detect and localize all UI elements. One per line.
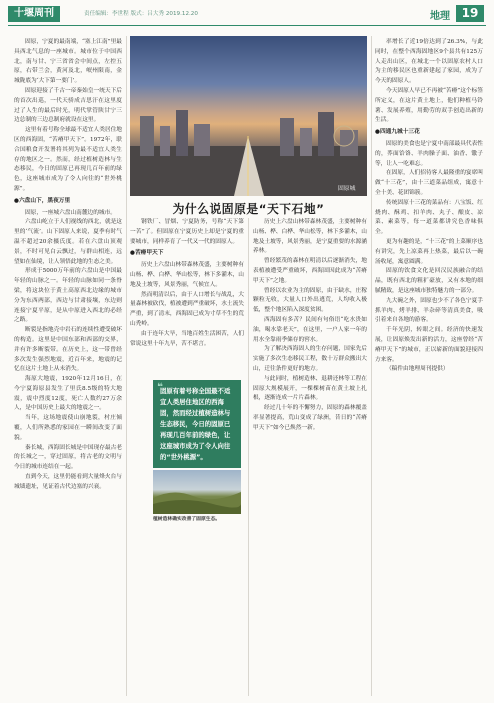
paragraph: 千年光阴，转眼之间。经济的快速发展，让固原焕发出新的活力，这座曾经“苦瘠甲天下”的城市，正以崭新的面貌迎接四方来客。	[375, 327, 483, 363]
paragraph: 固原，一座城六盘山南麓边的城市。	[25, 209, 116, 216]
pull-quote-box	[153, 380, 241, 468]
paragraph: 曾经以农业为主的固原，由于缺水，庄稼颗粒无收，大量人口外出逃荒，人均收入极低，整个地区陷入深度贫困。	[253, 287, 367, 314]
photo-credit: 固原城	[338, 186, 356, 192]
article-headline: 为什么说固原是“天下石地”	[172, 202, 325, 216]
paragraph: 固原的饮食文化是回汉民族融合的结晶，既有西北的粗犷豪放，又有本地的细腻精致，是这座城市独特魅力的一部分。	[375, 268, 483, 294]
paragraph: 率增长了近19倍达到了26.3%，与此同时，在整个西海固地区9个县共有125万人走出山区，在城北一个以固原农村人口为主的移民区也重新建起了家园，成为了今天的固原人。	[375, 39, 483, 85]
article-column-3	[253, 218, 367, 696]
page-number: 19	[456, 5, 484, 22]
forest-photo	[153, 470, 241, 514]
paragraph: 与此同时，植树造林、退耕还林等工程在固原大规模展开，一棵棵树苗在黄土坡上扎根，逐渐连成一片片森林。	[253, 375, 367, 402]
paragraph: 然而明清以后，由于人口增长与战乱，大量森林被砍伐，植被遭到严重破坏，水土流失严重，到了清末，西海固已成为寸草不生的荒山秃岭。	[130, 291, 244, 327]
city-skyline-illustration	[130, 106, 367, 196]
paragraph: 在固原，人们招待客人最隆重的宴席叫做“十三花”，由十三道菜品组成，寓意十全十美、花团锦簇。	[375, 170, 483, 196]
paragraph: 由于连年大旱，当地百姓生活困苦，人们常说这里十年九旱，苦不堪言。	[130, 330, 244, 347]
editors-line: 责任编辑：李世程 版式：吕大秀 2019.12.20	[84, 11, 198, 17]
paragraph: 固原迎接了千古一帝秦始皇一统天下后的首次出巡，一代天骄成吉思汗在这里度过了人生的最后时光，明代掌管陕甘宁三边总制的三边总制府就设在这里。	[14, 87, 122, 124]
paragraph: 固原的美食也是宁夏中南部最具代表性的，荞面饸饹、羊肉臊子面、油香、馓子等，让人一吃难忘。	[375, 140, 483, 167]
quote-mark-icon: ❝	[157, 382, 163, 393]
city-photo	[130, 36, 367, 196]
paragraph: 更为有趣的是，“十三花”的上菜顺序也有讲究，先上凉菜再上热菜，最后以一碗汤收尾，寓意圆满。	[375, 238, 483, 265]
photo-caption: 植树造林确实改善了固原生态。	[153, 517, 221, 522]
paragraph: 海原大地震，1920年12月16日，在今宁夏海原县发生了里氏8.5级的特大地震，震中烈度12度，死亡人数约27万余人，是中国历史上最大的地震之一。	[14, 376, 122, 412]
column-divider	[371, 36, 372, 696]
paragraph: 传统固原十三花的菜品有：八宝饭、红烧肉、酥鸡、扣羊肉、丸子、酿皮、凉菜、素菜等，每一道菜都讲究色香味俱全。	[375, 199, 483, 236]
paragraph: 历史上六盘山林带森林茂盛，主要树种有山杨、桦、白桦、华山松等，林下多灌木，山地及土坡等，风景秀丽，是宁夏重要的水源涵养林。	[253, 219, 367, 255]
brand-label: 十堰周刊	[8, 6, 60, 22]
paragraph: 当年，这场地震使山崩地裂，村庄倾覆，人们所熟悉的家园在一瞬间改变了面貌。	[14, 415, 122, 441]
paragraph: 钢铁厂、冒烟、宁夏防务，号称“天下第一苦”了。但固原在宁夏历史上却是宁夏的重要城市，同样养育了一代又一代的固原人。	[130, 219, 244, 245]
article-column-4	[375, 38, 483, 696]
paragraph: 历史上六盘山林带森林茂盛，主要树种有山杨、桦、白桦、华山松等，林下多灌木，山地及土坡等，风景秀丽，气候宜人。	[130, 262, 244, 288]
paragraph: 秦长城，西海固长城是中国现存最古老的长城之一，穿过固原，将古老的文明与今日的城市连结在一起。	[14, 444, 122, 471]
paragraph: 固原，宁夏的最南端，“塞上江南”里最具西北气息的一座城市。城市位于中国西北，南与甘、宁三省省会中间点，左控五原，右带兰会，黄河及北，岷州限南，金城陇底为‘大下第一要门’。	[14, 39, 122, 85]
paragraph: （稿件由地理周刊提供）	[386, 366, 449, 373]
section-subheading: ●四通九城十三花	[375, 129, 420, 136]
paragraph: 六盘山屹立于人们视线的西北，就是这里的‘气流’。山下固原人来说，夏季有时气温不超过20余摄氏度。若在六盘山顶观景，不时可见白云飘过，与群山相连，远望如在仙境，让人领悟此地的生态之美。	[14, 219, 122, 265]
paragraph: 直到今天，这里仍能看到大量烽火台与城墙遗址，见证着古代边塞的兴衰。	[14, 474, 122, 490]
paragraph: 九大碗之外，固原也少不了各色宁夏手抓羊肉、烤羊排、羊杂碎等清真美食，吸引着来自各地的游客。	[375, 297, 483, 324]
article-column-1	[14, 38, 122, 696]
masthead	[0, 0, 494, 26]
masthead-rule	[8, 25, 486, 26]
paragraph: 经过几十年的不懈努力，固原的森林覆盖率显著提高，荒山变成了绿洲，昔日的“苦瘠甲天下”如今已焕然一新。	[253, 405, 367, 431]
paragraph: 这里有着号称全球最不适宜人类居住地区的西海固，“苦瘠甲天下”。1972年，联合国粮食开发署将其列为最不适宜人类生存的地区之一。然而，经过植树造林与生态移民，今日的固原已再现几百年前的绿色，这座城市成为了令人向往的“世外桃源”。	[14, 127, 122, 192]
hills-illustration	[153, 470, 241, 514]
paragraph: 今天固原人早已不再被“苦瘠”这个标签所定义，在这片黄土地上，他们种植马铃薯、发展养殖，用勤劳的双手创造出新的生活。	[375, 87, 483, 124]
paragraph: 西海固有多苦？民间有句俗语“吃水贵如油，喝水靠老天”，在这里，一户人家一年的用水全靠雨季储存的窖水。	[253, 316, 367, 343]
column-divider	[248, 218, 249, 696]
paragraph: 为了解决西海固人的生存问题，国家先后实施了多次生态移民工程，数十万群众搬出大山，迁往条件更好的地方。	[253, 346, 367, 372]
section-subheading: ●苦瘠甲天下	[130, 250, 164, 257]
paragraph: 曾经繁茂的森林在明清以后逐渐消失，地表植被遭受严重破坏，西海固因此成为“苦瘠甲天下”之地。	[253, 258, 367, 284]
column-divider	[126, 36, 127, 696]
section-title: 地理	[430, 11, 450, 22]
paragraph: 形成于5000万年前的六盘山是中国最年轻的山脉之一。年轻的山脉如同一条脊梁，将这块位于黄土高原西北边缘的城市分为东西两部，西边与甘肃接壤，东边则连接宁夏平原，是从中原进入西北的必经之路。	[14, 268, 122, 324]
pull-quote-text: 固原有着号称全国最不适宜人类居住地区的西海固，然而经过植树造林与生态移民，今日的固原已再现几百年前的绿色，让这座城市成为了令人向往的“世外桃源”。	[160, 387, 231, 461]
section-subheading: ●六盘山下，黑夜万里	[14, 197, 71, 204]
paragraph: 断裂是指地壳中岩石的连续性遭受破坏的构造。这里是中国东部和西部的交界，并有许多断裂带。在历史上，这一带曾经多次发生强烈地震，近百年来，地震的记忆在这片土地上从未消失。	[14, 327, 122, 373]
